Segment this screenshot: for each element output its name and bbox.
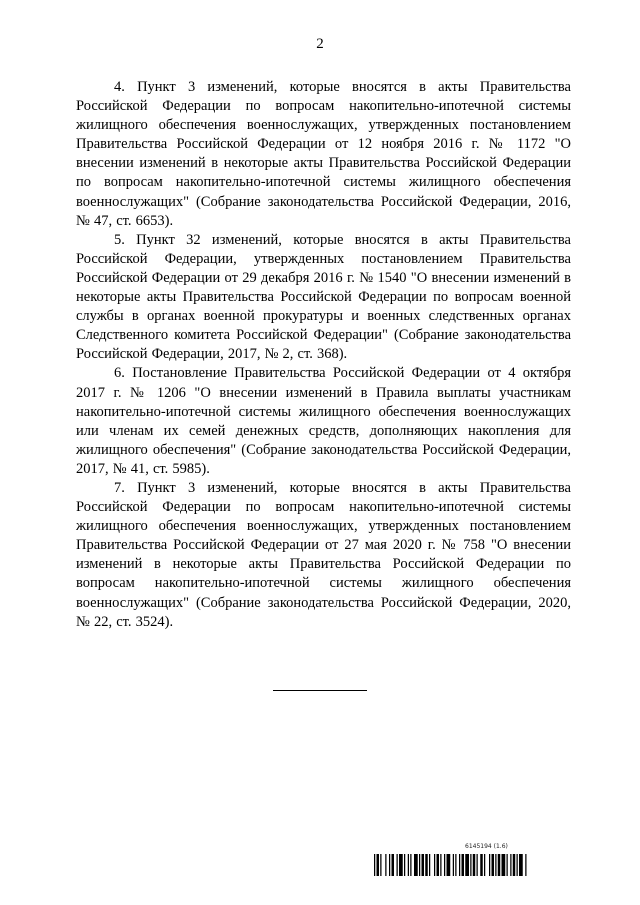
barcode-bar [492,854,495,876]
end-separator-line [273,690,367,691]
paragraph-item-4: 4. Пункт 3 изменений, которые вносятся в акты Правительства Российской Федерации по вопросам накопительно-ипотечной системы жилищного обеспечения военнослужащих, утвержденных постановлением Правительства Российской Федерации от 12 ноября 2016 г. № 1172 "О внесении изменений в некоторые акты Правительства Российской Федерации по вопросам накопительно-ипотечной системы жилищного обеспечения военнослужащих" (Собрание законодательства Российской Федерации, 2016, № 47, ст. 6653). [76,79,571,229]
barcode-bar [389,854,390,876]
barcode-bar [473,854,476,876]
barcode-bar [408,854,409,876]
barcode-bar [385,854,386,876]
barcode-graphic [374,854,586,876]
barcode-bar [447,854,451,876]
barcode-bar [453,854,454,876]
paragraph-item-6: 6. Постановление Правительства Российской Федерации от 4 октября 2017 г. № 1206 "О внесении изменений в Правила выплаты участникам накопительно-ипотечной системы жилищного обеспечения военнослужащих или членам их семей денежных средств, дополняющих накопления для жилищного обеспечения" (Собрание законодательства Российской Федерации, 2017, № 41, ст. 5985). [76,365,571,477]
document-body [76,78,571,632]
barcode-label: 6145194 (1.6) [465,843,508,850]
barcode-bar [399,854,403,876]
barcode-bar [377,854,380,876]
barcode-bar [404,854,405,876]
barcode-bar [392,854,395,876]
barcode-bar [517,854,518,876]
barcode-bar [455,854,456,876]
barcode-bar [484,854,485,876]
barcode-bar [465,854,469,876]
barcode-bar [414,854,418,876]
barcode-bar [525,854,526,876]
barcode-bar [462,854,465,876]
barcode-bar [429,854,430,876]
barcode-bar [519,854,523,876]
barcode-bar [489,854,490,876]
barcode-bar [444,854,445,876]
barcode-bar [419,854,420,876]
barcode-bar [477,854,478,876]
barcode-bar [459,854,460,876]
paragraph-item-7: 7. Пункт 3 изменений, которые вносятся в акты Правительства Российской Федерации по вопросам накопительно-ипотечной системы жилищного обеспечения военнослужащих, утвержденных постановлением Правительства Российской Федерации от 27 мая 2020 г. № 758 "О внесении изменений в некоторые акты Правительства Российской Федерации по вопросам накопительно-ипотечной системы жилищного обеспечения военнослужащих" (Собрание законодательства Российской Федерации, 2020, № 22, ст. 3524). [76,479,571,630]
barcode-bar [422,854,425,876]
page-number: 2 [316,36,324,52]
barcode-bar [437,854,440,876]
paragraph-item-5: 5. Пункт 32 изменений, которые вносятся в акты Правительства Российской Федерации, утвержденных постановлением Правительства Российской Федерации от 29 декабря 2016 г. № 1540 "О внесении изменений в некоторые акты Правительства Российской Федерации по вопросам военной службы в органах военной прокуратуры и военных следственных органах Следственного комитета Российской Федерации" (Собрание законодательства Российской Федерации, 2017, № 2, ст. 368). [76,231,571,363]
barcode-bar [513,854,516,876]
barcode-bar [434,854,435,876]
barcode-bar [495,854,496,876]
barcode-bar [397,854,398,876]
barcode-bar [380,854,381,876]
barcode-bar [510,854,511,876]
barcode-bar [374,854,375,876]
barcode-bar [507,854,508,876]
barcode-bar [498,854,501,876]
barcode-image [374,854,586,876]
barcode-bar [470,854,471,876]
barcode-bar [425,854,428,876]
barcode-bar [410,854,411,876]
barcode-bar [480,854,483,876]
barcode-bar [502,854,506,876]
barcode-bar [440,854,441,876]
